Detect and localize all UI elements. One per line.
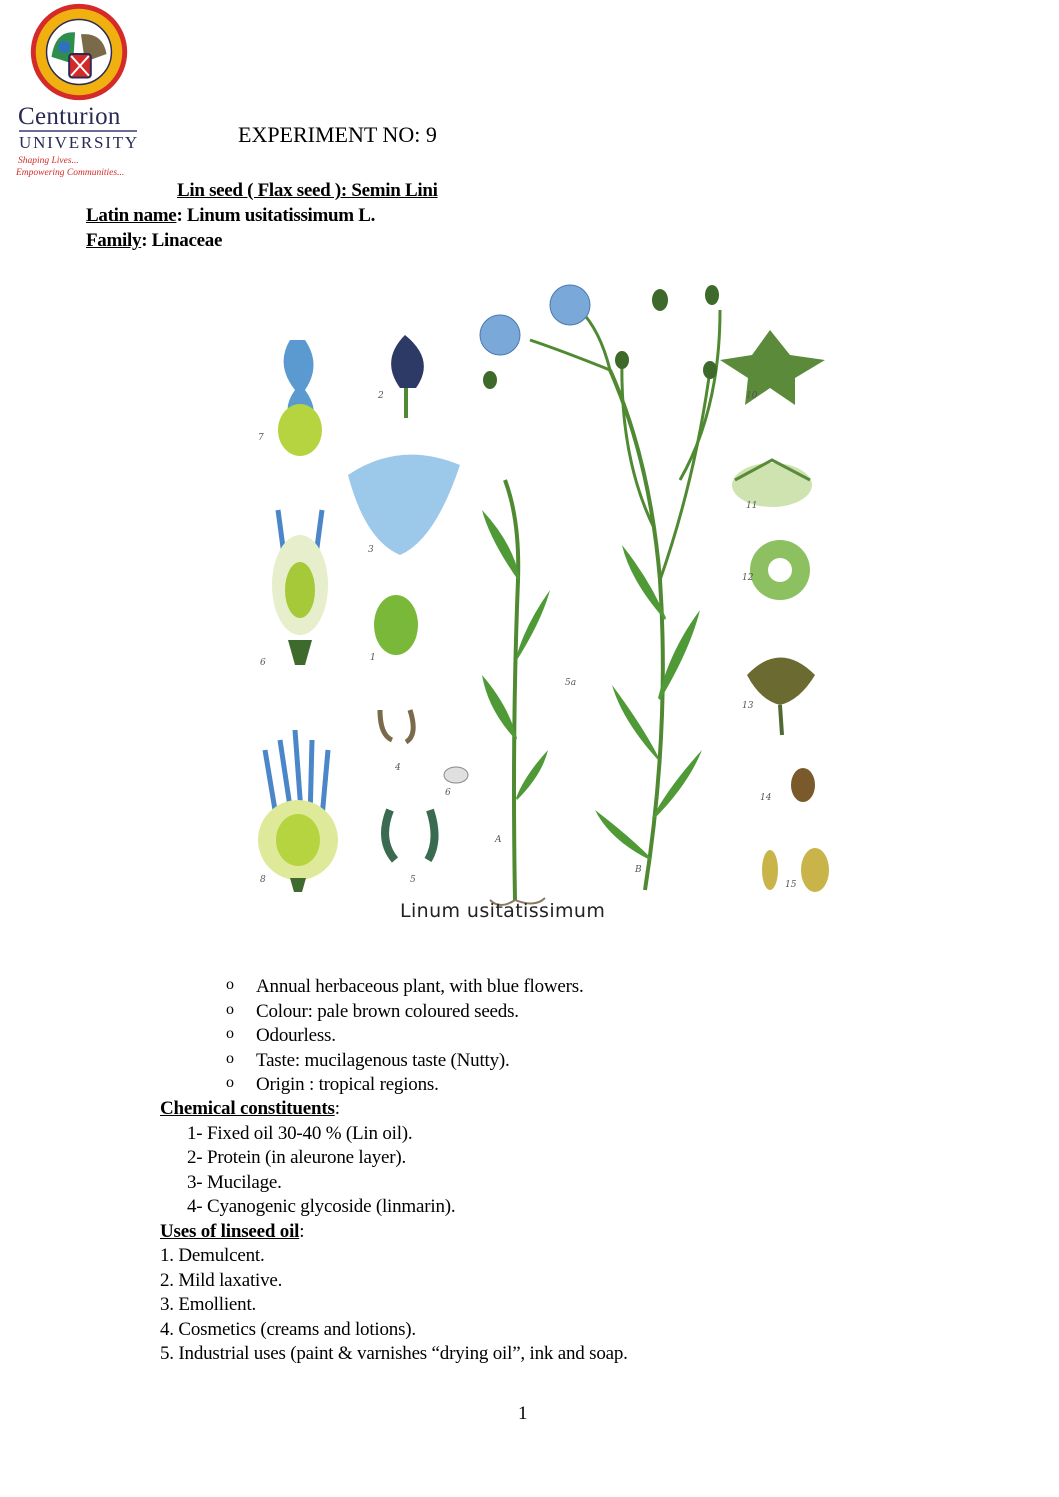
family-line bbox=[86, 230, 222, 252]
list-item-text: Annual herbaceous plant, with blue flowers. bbox=[256, 976, 584, 997]
list-item bbox=[0, 1050, 1059, 1074]
uses-item: 3. Emollient. bbox=[160, 1294, 257, 1315]
figure-number-label: 5 bbox=[410, 875, 416, 885]
figure-number-label: 7 bbox=[258, 433, 264, 443]
uses-heading bbox=[160, 1221, 304, 1243]
figure-number-label: 11 bbox=[746, 501, 758, 511]
brand-divider bbox=[19, 130, 137, 132]
experiment-title: EXPERIMENT NO: 9 bbox=[238, 122, 437, 147]
chemical-item: 4- Cyanogenic glycoside (linmarin). bbox=[187, 1196, 456, 1217]
uses-heading-text: Uses of linseed oil bbox=[160, 1221, 300, 1242]
figure-number-label: 2 bbox=[378, 391, 384, 401]
figure-number-label: 12 bbox=[742, 573, 754, 583]
family-value: : Linaceae bbox=[141, 230, 223, 251]
botanical-illustration bbox=[250, 280, 850, 920]
brand-tagline-1: Shaping Lives... bbox=[18, 156, 79, 166]
main-plant-a bbox=[482, 480, 550, 905]
bullet-icon: o bbox=[226, 1050, 234, 1067]
uses-item: 5. Industrial uses (paint & varnishes “drying oil”, ink and soap. bbox=[160, 1343, 628, 1364]
chemical-heading bbox=[160, 1098, 340, 1120]
family-label: Family bbox=[86, 230, 142, 251]
figure-number-label: 10 bbox=[746, 391, 758, 401]
list-item-text: Origin : tropical regions. bbox=[256, 1074, 439, 1095]
uses-heading-colon: : bbox=[299, 1221, 305, 1242]
figure-number-label: 13 bbox=[742, 701, 754, 711]
university-seal-icon bbox=[20, 2, 138, 102]
figure-number-label: 8 bbox=[260, 875, 266, 885]
uses-item: 2. Mild laxative. bbox=[160, 1270, 283, 1291]
latin-value: : Linum usitatissimum L. bbox=[176, 205, 376, 226]
bullet-icon: o bbox=[226, 1001, 234, 1018]
list-item bbox=[0, 1025, 1059, 1049]
chemical-item: 3- Mucilage. bbox=[187, 1172, 282, 1193]
detail-right-column bbox=[720, 330, 829, 892]
figure-number-label: 6 bbox=[260, 658, 266, 668]
brand-tagline-2: Empowering Communities... bbox=[16, 168, 125, 178]
chemical-heading-colon: : bbox=[334, 1098, 340, 1119]
plant-heading: Lin seed ( Flax seed ): Semin Lini bbox=[177, 180, 438, 201]
figure-number-label: 1 bbox=[370, 653, 376, 663]
figure-number-label: 15 bbox=[785, 880, 797, 890]
list-item bbox=[0, 976, 1059, 1000]
list-item bbox=[0, 1001, 1059, 1025]
figure-number-label: A bbox=[495, 835, 502, 845]
detail-middle-column bbox=[348, 335, 468, 860]
figure-number-label: 5a bbox=[565, 678, 577, 688]
list-item-text: Colour: pale brown coloured seeds. bbox=[256, 1001, 519, 1022]
figure-number-label: 3 bbox=[368, 545, 374, 555]
brand-subname: UNIVERSITY bbox=[19, 133, 139, 152]
page-number: 1 bbox=[518, 1403, 528, 1424]
illustration-caption: Linum usitatissimum bbox=[400, 900, 606, 922]
figure-number-label: 14 bbox=[760, 793, 772, 803]
latin-name-line bbox=[86, 205, 375, 227]
chemical-item: 2- Protein (in aleurone layer). bbox=[187, 1147, 407, 1168]
bullet-icon: o bbox=[226, 1025, 234, 1042]
bullet-icon: o bbox=[226, 976, 234, 993]
bullet-icon: o bbox=[226, 1074, 234, 1091]
brand-name: Centurion bbox=[18, 103, 121, 130]
figure-number-label: 4 bbox=[395, 763, 401, 773]
latin-label: Latin name bbox=[86, 205, 177, 226]
figure-number-label: B bbox=[635, 865, 642, 875]
university-logo bbox=[14, 2, 144, 182]
chemical-heading-text: Chemical constituents bbox=[160, 1098, 335, 1119]
list-item-text: Taste: mucilagenous taste (Nutty). bbox=[256, 1050, 510, 1071]
list-item-text: Odourless. bbox=[256, 1025, 336, 1046]
chemical-item: 1- Fixed oil 30-40 % (Lin oil). bbox=[187, 1123, 413, 1144]
uses-item: 1. Demulcent. bbox=[160, 1245, 265, 1266]
figure-number-label: 6 bbox=[445, 788, 451, 798]
list-item bbox=[0, 1074, 1059, 1098]
uses-item: 4. Cosmetics (creams and lotions). bbox=[160, 1319, 416, 1340]
detail-left-column bbox=[258, 340, 338, 892]
